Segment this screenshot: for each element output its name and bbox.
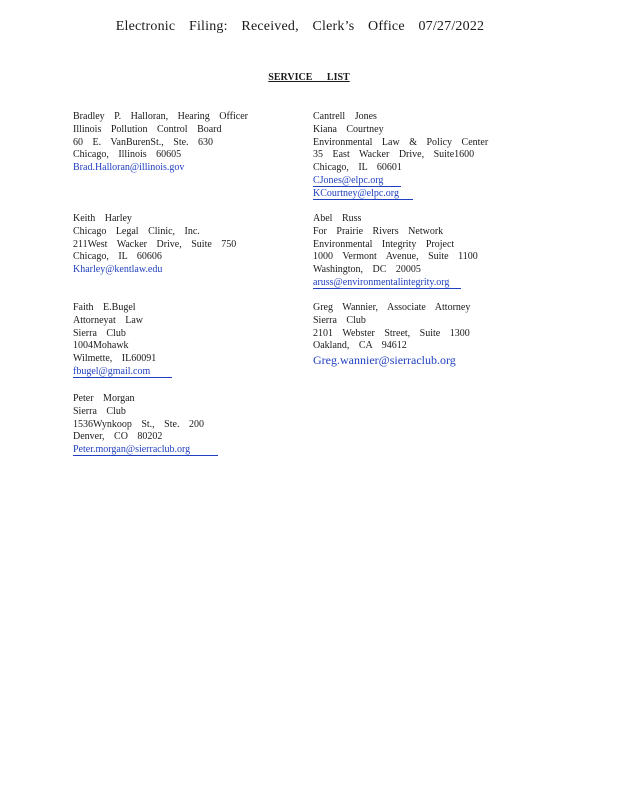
entry-line: Chicago, Illinois 60605	[73, 149, 182, 161]
entry-line: 1004Mohawk	[73, 340, 129, 352]
email-link[interactable]: KCourtney@elpc.org	[313, 188, 413, 200]
email-link[interactable]: fbugel@gmail.com	[73, 366, 172, 378]
entry-line: Oakland, CA 94612	[313, 340, 407, 352]
entry-line: Wilmette, IL60091	[73, 353, 157, 365]
entry-line: Environmental Law & Policy Center	[313, 136, 489, 148]
email-link[interactable]: Peter.morgan@sierraclub.org	[73, 444, 218, 456]
service-entry-bugel	[73, 302, 172, 379]
entry-line: Chicago, IL 60606	[73, 251, 162, 263]
entry-line: Kiana Courtney	[313, 123, 384, 135]
entry-line: For Prairie Rivers Network	[313, 225, 444, 237]
entry-line: Peter Morgan	[73, 393, 135, 404]
entry-line: 2101 Webster Street, Suite 1300	[313, 327, 470, 339]
entry-line: Environmental Integrity Project	[313, 238, 455, 250]
service-entry-jones	[313, 111, 488, 201]
entry-line: 211West Wacker Drive, Suite 750	[73, 238, 237, 250]
email-link[interactable]: Kharley@kentlaw.edu	[73, 264, 163, 276]
service-list-title	[0, 72, 618, 83]
service-entry-harley	[73, 213, 236, 277]
entry-line: Bradley P. Halloran, Hearing Officer	[73, 111, 248, 122]
email-link[interactable]: aruss@environmentalintegrity.org	[313, 277, 461, 289]
entry-line: Greg Wannier, Associate Attorney	[313, 302, 471, 313]
entry-line: 1536Wynkoop St., Ste. 200	[73, 418, 204, 430]
entry-line: Faith E.Bugel	[73, 302, 136, 313]
entry-line: Abel Russ	[313, 213, 362, 224]
entry-line: 35 East Wacker Drive, Suite1600	[313, 149, 475, 161]
entry-line: Illinois Pollution Control Board	[73, 123, 222, 135]
entry-line: Chicago Legal Clinic, Inc.	[73, 225, 200, 237]
entry-line: Washington, DC 20005	[313, 264, 421, 276]
entry-line: Keith Harley	[73, 213, 132, 224]
email-link[interactable]: Brad.Halloran@illinois.gov	[73, 162, 185, 174]
email-link[interactable]: Greg.wannier@sierraclub.org	[313, 353, 456, 368]
entry-line: Sierra Club	[73, 327, 126, 339]
entry-line: Attorneyat Law	[73, 314, 144, 326]
entry-line: Denver, CO 80202	[73, 431, 163, 443]
service-list-title-text: SERVICE LIST	[268, 72, 350, 83]
service-entry-russ	[313, 213, 478, 290]
service-entry-morgan	[73, 393, 218, 457]
entry-line: 60 E. VanBurenSt., Ste. 630	[73, 136, 214, 148]
email-link[interactable]: CJones@elpc.org	[313, 175, 401, 187]
filing-header: Electronic Filing: Received, Clerk’s Office 07/27/2022	[115, 19, 485, 34]
service-entry-halloran	[73, 111, 248, 175]
entry-line: 1000 Vermont Avenue, Suite 1100	[313, 251, 478, 263]
service-entry-wannier	[313, 302, 470, 369]
entry-line: Sierra Club	[73, 405, 126, 417]
entry-line: Sierra Club	[313, 314, 366, 326]
entry-line: Chicago, IL 60601	[313, 162, 402, 174]
entry-line: Cantrell Jones	[313, 111, 377, 122]
